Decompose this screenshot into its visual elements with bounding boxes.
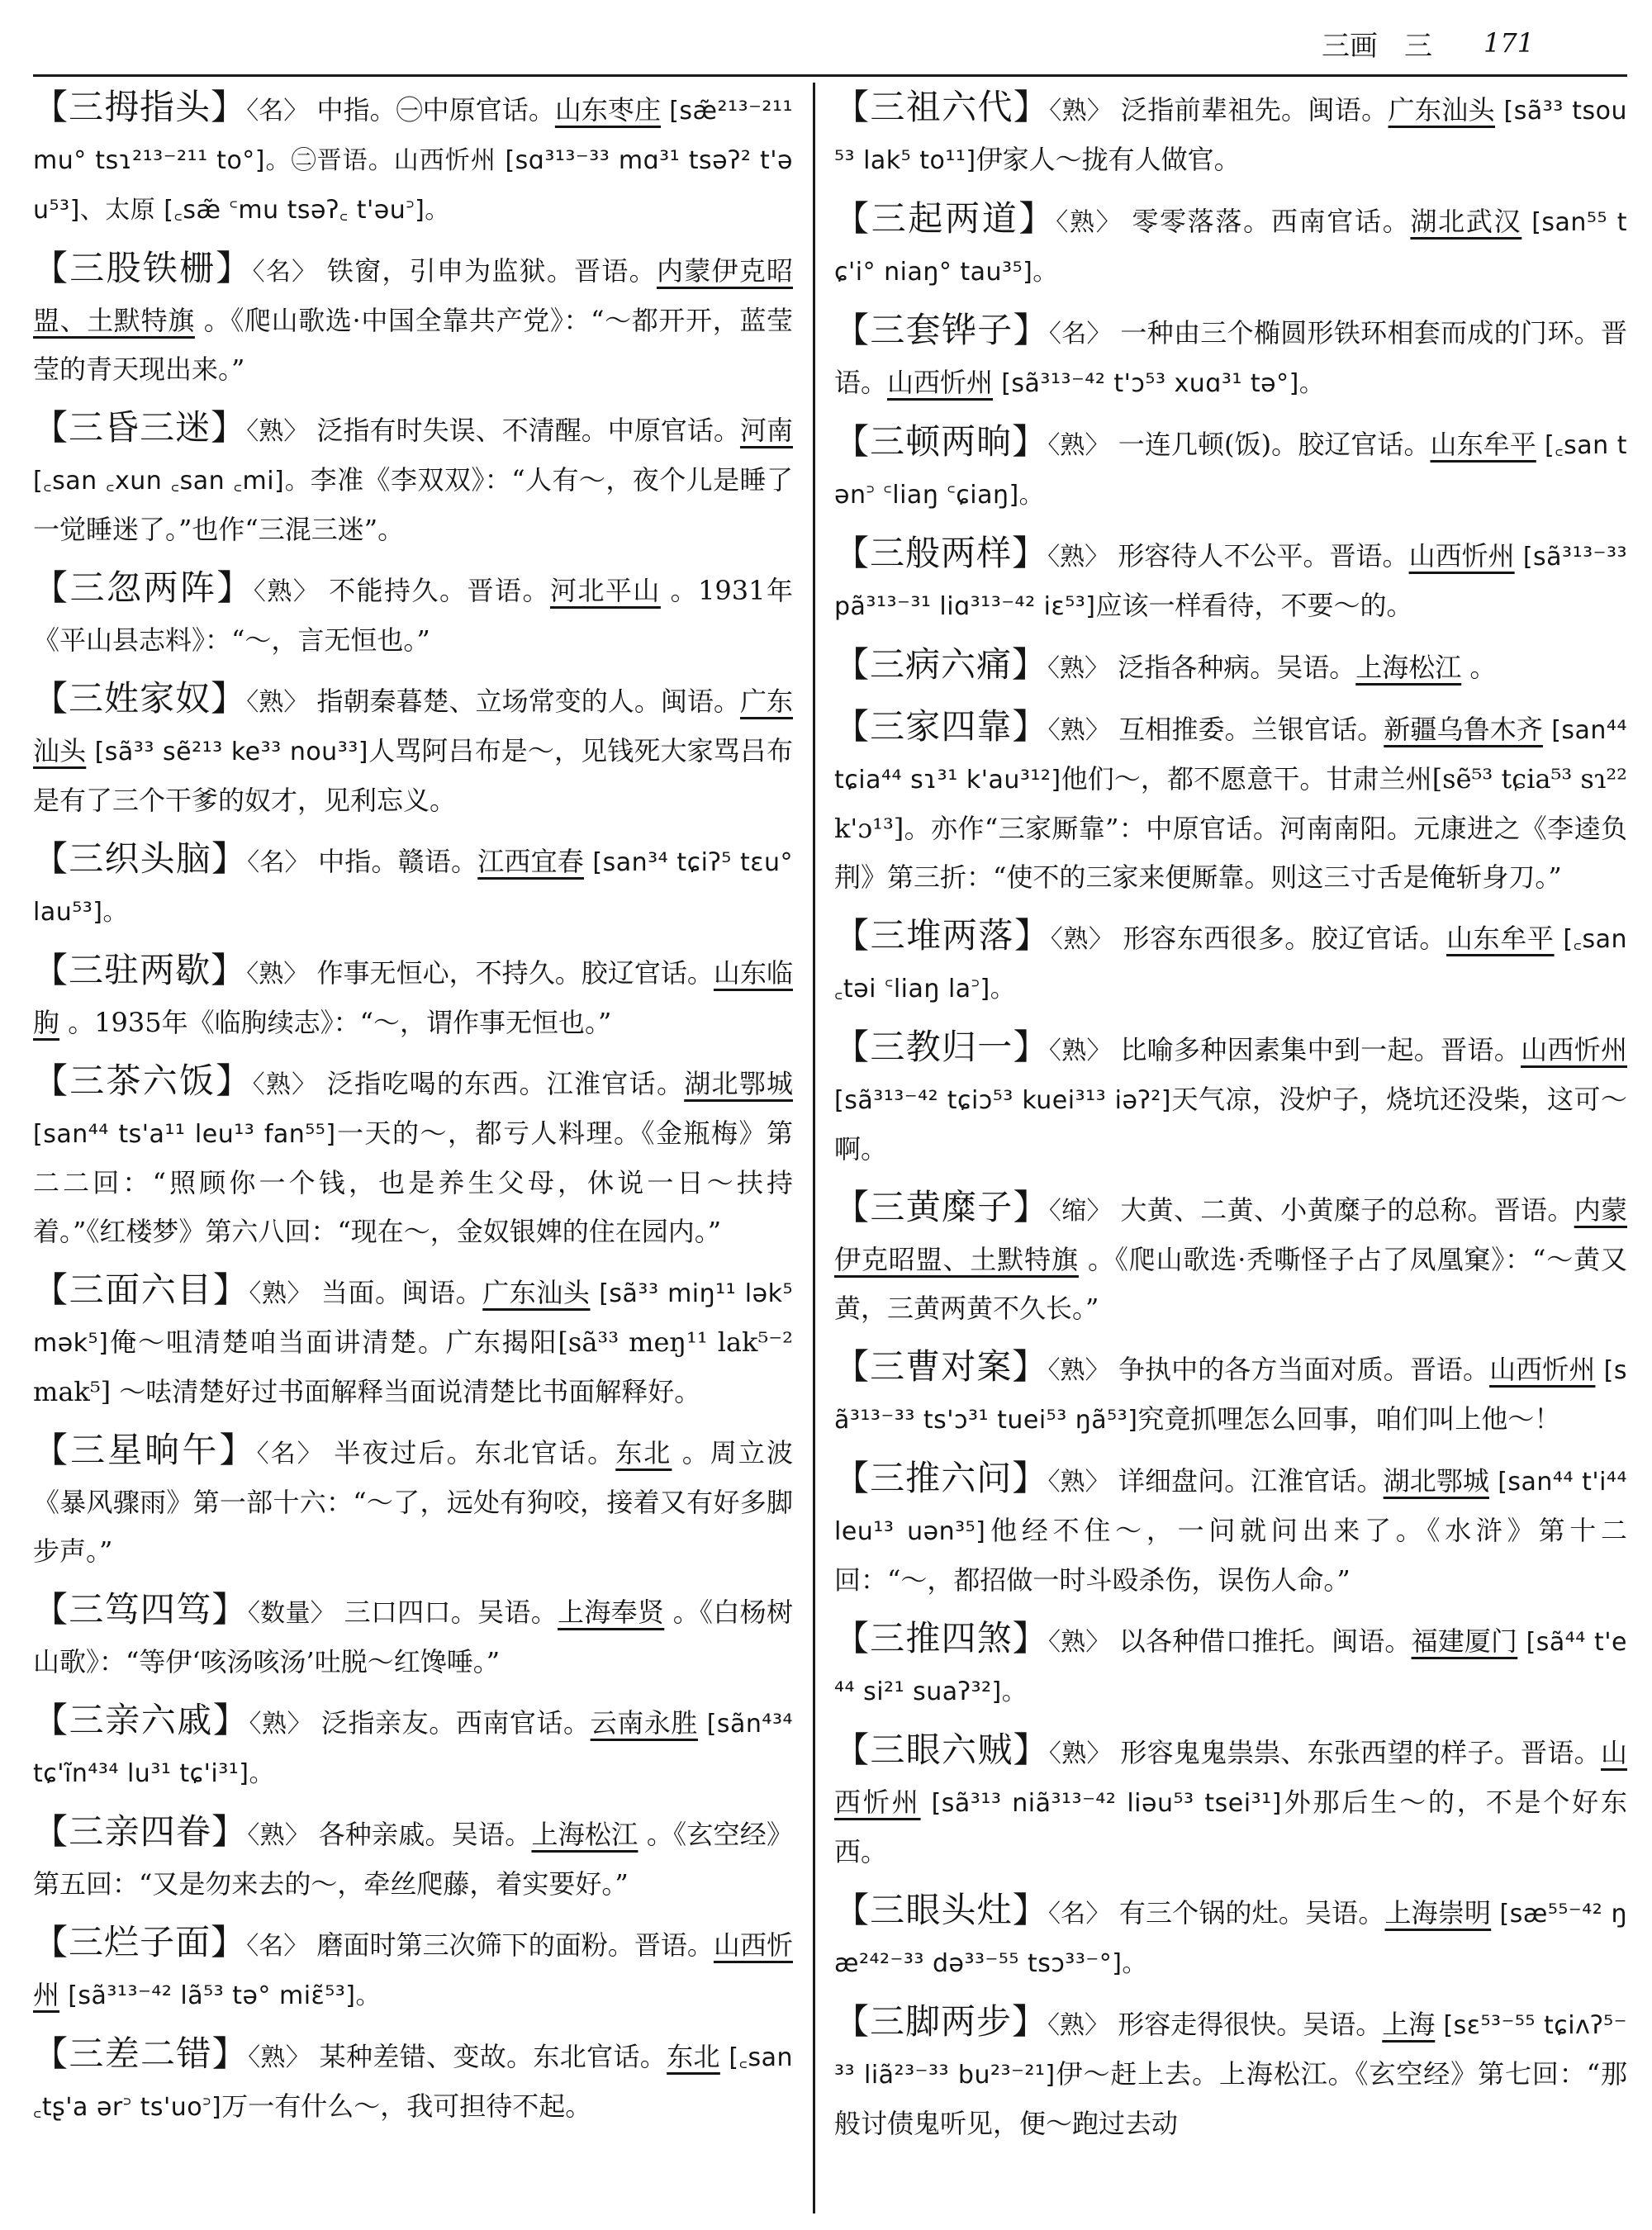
dialect-location: 山东临朐: [33, 957, 793, 1038]
dialect-location: 湖北鄂城: [684, 1068, 793, 1099]
dictionary-entry: [33, 674, 793, 825]
pos-tag: 〈熟〉: [246, 960, 309, 989]
headword: 【三脚两步】: [834, 2001, 1048, 2042]
headword: 【三般两样】: [834, 533, 1048, 573]
pos-tag: 〈熟〉: [1047, 2011, 1110, 2040]
pronunciation: [sã³¹³⁻⁴² tɕiɔ⁵³ kuei³¹³ iəʔ²]: [834, 1086, 1171, 1115]
dictionary-entry: [33, 1696, 793, 1798]
dictionary-entry: [33, 244, 793, 394]
pos-tag: 〈熟〉: [1047, 1628, 1111, 1657]
dialect-location: 东北: [615, 1437, 672, 1468]
pos-tag: 〈熟〉: [1047, 654, 1110, 683]
headword: 【三拇指头】: [33, 87, 247, 127]
pronunciation: [sã³¹³⁻³³ ts'ɔ³¹ tuei⁵³ ŋã⁵³]: [834, 1356, 1627, 1435]
headword: 【三起两道】: [834, 198, 1056, 239]
dictionary-entry: [834, 1022, 1627, 1174]
pronunciation: [sã³³ miŋ¹¹ lək⁵ mək⁵]: [33, 1279, 793, 1358]
definition: 某种差错、变故。东北官话。: [319, 2041, 667, 2072]
pronunciation: [san³⁴ tɕiʔ⁵ tɛu° lau⁵³]。: [33, 848, 793, 927]
dialect-location: 内蒙伊克昭盟、土默特旗: [33, 255, 793, 336]
definition: 泛指前辈祖先。闽语。: [1120, 94, 1389, 126]
definition: 半夜过后。东北官话。: [334, 1437, 616, 1468]
section-char: 三: [1404, 29, 1432, 63]
pos-tag: 〈熟〉: [247, 1821, 311, 1850]
dialect-location: 内蒙伊克昭盟、土默特旗: [834, 1194, 1627, 1275]
pronunciation: [sã³¹³⁻⁴² t'ɔ⁵³ xuɑ³¹ tə°]。: [1001, 369, 1325, 398]
dictionary-entry: [33, 834, 793, 937]
example-citation: 万一有什么～，我可担待不起。: [221, 2090, 592, 2122]
definition: 中指。赣语。: [318, 846, 478, 877]
example-citation: 人骂阿吕布是～，见钱死大家骂吕布是有了三个干爹的奴才，见利忘义。: [33, 735, 793, 816]
pos-tag: 〈熟〉: [1047, 1356, 1110, 1385]
definition: 当面。闽语。: [320, 1277, 483, 1308]
dictionary-entry: [834, 194, 1627, 297]
example-citation: 。《爬山歌选·中国全靠共产党》：“～都开开，蓝莹莹的青天现出来。”: [33, 305, 793, 385]
definition: 争执中的各方当面对质。晋语。: [1118, 1354, 1490, 1385]
example-citation: 他经不住～，一问就问出来了。《水浒》第十二回：“～，都招做一时斗殴杀伤，误伤人命。”: [834, 1515, 1627, 1596]
dialect-location: 江西宜春: [477, 846, 584, 877]
dictionary-entry: [33, 1426, 793, 1576]
headword: 【三堆两落】: [834, 915, 1051, 956]
definition: 指朝秦暮楚、立场常变的人。闽语。: [316, 686, 740, 717]
headword: 【三亲四眷】: [33, 1811, 248, 1852]
column-divider: [813, 83, 815, 2213]
definition: 形容待人不公平。晋语。: [1118, 540, 1409, 572]
example-citation: 。《爬山歌选·秃嘶怪子占了凤凰窠》：“～黄又黄，三黄两黄不久长。”: [834, 1244, 1627, 1324]
headword: 【三曹对案】: [834, 1346, 1048, 1387]
headword: 【三差二错】: [33, 2033, 249, 2074]
pos-tag: 〈数量〉: [247, 1599, 336, 1628]
example-citation: 外那后生～的，不是个好东西。: [834, 1786, 1627, 1867]
dialect-location: 上海松江: [531, 1819, 638, 1850]
headword: 【三推四煞】: [834, 1618, 1048, 1658]
example-citation: 伊～赶上去。上海松江。《玄空经》第七回：“那般讨债鬼听见，便～跑过去动: [834, 2058, 1627, 2139]
definition: 泛指各种病。吴语。: [1118, 652, 1356, 683]
dictionary-entry: [834, 1886, 1627, 1988]
definition: 各种亲戚。吴语。: [318, 1819, 532, 1850]
definition: 详细盘问。江淮官话。: [1118, 1465, 1384, 1497]
pos-tag: 〈熟〉: [246, 417, 309, 446]
pronunciation: [sã³³ sẽ²¹³ ke³³ nou³³]: [94, 738, 368, 766]
pronunciation: [sɛ⁵³⁻⁵⁵ tɕiʌʔ⁵⁻³³ liã²³⁻³³ bu²³⁻²¹]: [834, 2011, 1627, 2090]
dialect-location: 广东汕头: [33, 686, 793, 766]
left-column: [33, 83, 793, 2222]
definition: 三口四口。吴语。: [344, 1597, 558, 1628]
pronunciation: [san⁴⁴ ts'a¹¹ leu¹³ fan⁵⁵]: [33, 1120, 336, 1149]
definition: 一种由三个椭圆形铁环相套而成的门环。晋语。: [834, 317, 1627, 398]
dialect-location: 新疆乌鲁木齐: [1384, 714, 1543, 745]
headword: 【三忽两阵】: [33, 567, 254, 608]
headword: 【三烂子面】: [33, 1922, 247, 1962]
headword: 【三家四靠】: [834, 706, 1048, 747]
definition: 磨面时第三次筛下的面粉。晋语。: [316, 1929, 714, 1961]
pos-tag: 〈熟〉: [1047, 1468, 1110, 1497]
dictionary-entry: [33, 1918, 793, 2020]
dialect-location: 湖北鄂城: [1383, 1465, 1489, 1497]
dictionary-entry: [33, 563, 793, 665]
headword: 【三驻两歇】: [33, 950, 247, 990]
definition: 形容东西很多。胶辽官话。: [1123, 923, 1447, 954]
dialect-location: 山西忻州: [33, 1929, 793, 2010]
pronunciation: [sã⁴⁴ t'e⁴⁴ si²¹ suaʔ³²]。: [834, 1628, 1627, 1706]
definition: 比喻多种因素集中到一起。晋语。: [1120, 1034, 1521, 1065]
pronunciation: [꜀san ꜀təi ꜂liaŋ la꜄]。: [834, 925, 1627, 1004]
headword: 【三织头脑】: [33, 838, 248, 879]
dictionary-entry: [834, 702, 1627, 902]
pronunciation: [꜀san tən꜄ ꜂liaŋ ꜂ɕiaŋ]。: [834, 431, 1627, 510]
dialect-location: 山东枣庄: [554, 94, 661, 126]
dictionary-entry: [834, 1997, 1627, 2148]
example-citation: 他们～，都不愿意干。甘肃兰州[sẽ⁵³ tɕia⁵³ sɿ²² k'ɔ¹³]。亦作“三家厮靠”：中原官话。河南南阳。元康进之《李逵负荆》第三折：“使不的三家来便厮靠。则这三寸舌是俺斩身刀。”: [834, 763, 1627, 893]
pronunciation: [san⁴⁴ tɕia⁴⁴ sɿ³¹ k'au³¹²]: [834, 716, 1627, 795]
pos-tag: 〈熟〉: [1056, 208, 1123, 237]
dictionary-entry: [33, 403, 793, 554]
dictionary-entry: [834, 1454, 1627, 1605]
definition: 泛指吃喝的东西。江淮官话。: [326, 1068, 685, 1099]
dictionary-entry: [33, 83, 793, 235]
definition: 有三个锅的灶。吴语。: [1118, 1897, 1385, 1929]
pronunciation: [san⁴⁴ t'i⁴⁴ leu¹³ uən³⁵]: [834, 1468, 1627, 1546]
definition: 零零落落。西南官话。: [1132, 206, 1411, 237]
dialect-location: 山西忻州: [834, 1737, 1627, 1818]
example-citation: 李准《李双双》：“人有～，夜个儿是睡了一觉睡迷了。”也作“三混三迷”。: [33, 464, 793, 545]
pos-tag: 〈熟〉: [1047, 716, 1110, 745]
pronunciation: [san⁵⁵ tɕ'i° niaŋ° tau³⁵]。: [834, 208, 1627, 287]
dictionary-entry: [33, 1585, 793, 1687]
pos-tag: 〈名〉: [246, 1932, 309, 1961]
example-citation: 天气凉，没炉子，烧坑还没柴，这可～啊。: [834, 1084, 1627, 1165]
example-citation: 伊家人～拢有人做官。: [976, 144, 1241, 175]
pos-tag: 〈熟〉: [248, 2043, 311, 2072]
example-citation: 。: [1469, 652, 1497, 683]
dictionary-entry: [33, 1807, 793, 1909]
definition: 不能持久。晋语。: [329, 575, 550, 606]
dialect-location: 湖北武汉: [1410, 206, 1522, 237]
example-citation: 应该一样看待，不要～的。: [1095, 590, 1413, 621]
definition: 形容走得很快。吴语。: [1118, 2009, 1383, 2040]
pos-tag: 〈熟〉: [1047, 431, 1110, 460]
definition: 以各种借口推托。闽语。: [1118, 1625, 1412, 1657]
pos-tag: 〈熟〉: [1048, 1037, 1112, 1065]
pos-tag: 〈熟〉: [1050, 925, 1114, 954]
headword: 【三股铁栅】: [33, 248, 253, 288]
definition: 一连几顿(饭)。胶辽官话。: [1118, 429, 1431, 460]
dialect-location: 山东牟平: [1446, 923, 1555, 954]
pos-tag: 〈名〉: [256, 1440, 324, 1468]
headword: 【三星晌午】: [33, 1430, 257, 1470]
pronunciation: [sã³³ tsou⁵³ lak⁵ to¹¹]: [834, 97, 1627, 175]
definition: 铁窗，引申为监狱。晋语。: [326, 255, 657, 287]
dictionary-entry: [834, 1183, 1627, 1333]
definition: 形容鬼鬼祟祟、东张西望的样子。晋语。: [1120, 1737, 1601, 1768]
page-number: 171: [1483, 27, 1535, 59]
dialect-location: 山西忻州: [1521, 1034, 1627, 1065]
dialect-location: 山东牟平: [1430, 429, 1536, 460]
dialect-location: 山西忻州: [1489, 1354, 1596, 1385]
headword: 【三面六目】: [33, 1269, 249, 1310]
page-header: [1322, 20, 1619, 66]
example-citation: 俺～咀清楚咱当面讲清楚。广东揭阳[sã³³ meŋ¹¹ lak⁵⁻² mak⁵] ～呿清楚好过书面解释当面说清楚比书面解释好。: [33, 1326, 793, 1407]
dictionary-entry: [33, 1265, 793, 1416]
dictionary-entry: [834, 911, 1627, 1013]
definition: 中指。㊀中原官话。: [316, 94, 555, 126]
dialect-location: 河南: [739, 415, 793, 446]
headword: 【三笃四笃】: [33, 1589, 248, 1630]
headword: 【三昏三迷】: [33, 407, 247, 448]
example-citation: 。周立波《暴风骤雨》第一部十六：“～了，远处有狗咬，接着又有好多脚步声。”: [33, 1437, 793, 1567]
example-citation: 。《玄空经》第五回：“又是勿来去的～，牵丝爬藤，着实要好。”: [33, 1819, 793, 1900]
pronunciation: [sæ̃²¹³⁻²¹¹ mu° tsɿ²¹³⁻²¹¹ to°]。㊁晋语。山西忻州 [sɑ³¹³⁻³³ mɑ³¹ tsəʔ² t'əu⁵³]、太原 [꜀sæ̃ ꜂mu tsəʔ꜀ t'əu꜄]。: [33, 97, 793, 225]
dialect-location: 山西忻州: [1408, 540, 1515, 572]
pos-tag: 〈缩〉: [1048, 1197, 1112, 1226]
dialect-location: 云南永胜: [590, 1707, 698, 1739]
definition: 大黄、二黄、小黄糜子的总称。晋语。: [1120, 1194, 1574, 1226]
section-label: 三画: [1322, 29, 1378, 63]
pos-tag: 〈名〉: [252, 258, 318, 287]
dictionary-entry: [834, 417, 1627, 520]
pronunciation: [sã³¹³ niã³¹³⁻⁴² liəu⁵³ tsei³¹]: [931, 1789, 1282, 1818]
definition: 互相推委。兰银官话。: [1118, 714, 1384, 745]
dictionary-entry: [33, 946, 793, 1047]
pos-tag: 〈熟〉: [1049, 97, 1113, 126]
pronunciation: [sã³¹³⁻³³ pã³¹³⁻³¹ liɑ³¹³⁻⁴² iɛ⁵³]: [834, 543, 1627, 621]
pos-tag: 〈名〉: [1048, 1900, 1111, 1929]
headword: 【三姓家奴】: [33, 678, 247, 719]
headword: 【三茶六饭】: [33, 1060, 253, 1101]
headword: 【三教归一】: [834, 1027, 1049, 1067]
headword: 【三眼头灶】: [834, 1890, 1048, 1930]
dictionary-entry: [834, 640, 1627, 693]
headword: 【三套铧子】: [834, 310, 1049, 350]
pos-tag: 〈名〉: [246, 97, 309, 126]
example-citation: 究竟抓哩怎么回事，咱们叫上他～！: [1137, 1403, 1561, 1435]
headword: 【三病六痛】: [834, 644, 1048, 685]
dialect-location: 河北平山: [549, 575, 661, 606]
pos-tag: 〈熟〉: [246, 688, 309, 717]
headword: 【三顿两晌】: [834, 421, 1048, 462]
dialect-location: 山西忻州: [887, 367, 994, 398]
dialect-location: 广东汕头: [482, 1277, 591, 1308]
pronunciation: [sã³¹³⁻⁴² lã⁵³ tə° miɛ̃⁵³]。: [68, 1981, 382, 2010]
pos-tag: 〈熟〉: [1048, 1739, 1112, 1768]
dictionary-entry: [33, 1056, 793, 1256]
definition: 泛指亲友。西南官话。: [320, 1707, 591, 1739]
dictionary-entry: [834, 1614, 1627, 1716]
pos-tag: 〈熟〉: [1047, 543, 1110, 572]
headword: 【三推六问】: [834, 1458, 1048, 1498]
pronunciation: [sæ⁵⁵⁻⁴² ŋæ²⁴²⁻³³ də³³⁻⁵⁵ tsɔ³³⁻°]。: [834, 1900, 1627, 1978]
example-citation: 。1935年《临朐续志》：“～，谓作事无恒也。”: [68, 1007, 612, 1038]
pos-tag: 〈熟〉: [249, 1279, 313, 1308]
dialect-location: 上海: [1382, 2009, 1436, 2040]
dialect-location: 广东汕头: [1388, 94, 1495, 126]
pos-tag: 〈名〉: [1048, 320, 1112, 349]
dictionary-entry: [834, 529, 1627, 631]
headword: 【三亲六戚】: [33, 1700, 249, 1740]
example-citation: 。《白杨树山歌》：“等伊‘咳汤咳汤’吐脱～红馋唾。”: [33, 1597, 793, 1677]
right-column: [834, 83, 1627, 2222]
dialect-location: 上海奉贤: [558, 1597, 665, 1628]
pronunciation: [꜀san ꜀xun ꜀san ꜀mi]。: [33, 467, 311, 496]
pos-tag: 〈熟〉: [249, 1710, 313, 1739]
dialect-location: 福建厦门: [1411, 1625, 1518, 1657]
headword: 【三祖六代】: [834, 87, 1050, 127]
dictionary-entry: [834, 83, 1627, 185]
dialect-location: 上海崇明: [1384, 1897, 1492, 1929]
dictionary-entry: [834, 306, 1627, 408]
headword: 【三黄糜子】: [834, 1187, 1049, 1227]
dictionary-entry: [834, 1725, 1627, 1877]
definition: 作事无恒心，不持久。胶辽官话。: [316, 957, 714, 989]
dictionary-entry: [33, 2029, 793, 2132]
example-citation: 一天的～，都亏人料理。《金瓶梅》第二二回：“照顾你一个钱，也是养生父母，休说一日～扶持着。”《红楼梦》第六八回：“现在～，金奴银婢的住在园内。”: [33, 1117, 793, 1247]
definition: 泛指有时失误、不清醒。中原官话。: [316, 415, 740, 446]
headword: 【三眼六贼】: [834, 1729, 1049, 1770]
pronunciation: [꜀san ꜀tʂ'a ər꜄ ts'uo꜄]: [33, 2043, 793, 2122]
pos-tag: 〈熟〉: [253, 577, 320, 606]
pos-tag: 〈熟〉: [252, 1070, 318, 1099]
dialect-location: 东北: [667, 2041, 720, 2072]
example-citation: 。1931年《平山县志料》：“～，言无恒也。”: [33, 575, 793, 656]
dictionary-entry: [834, 1342, 1627, 1445]
pronunciation: [sãn⁴³⁴ tɕ'ĩn⁴³⁴ lu³¹ tɕ'i³¹]。: [33, 1710, 793, 1788]
pos-tag: 〈名〉: [247, 848, 310, 877]
header-rule: [33, 74, 1627, 77]
dialect-location: 上海松江: [1355, 652, 1462, 683]
